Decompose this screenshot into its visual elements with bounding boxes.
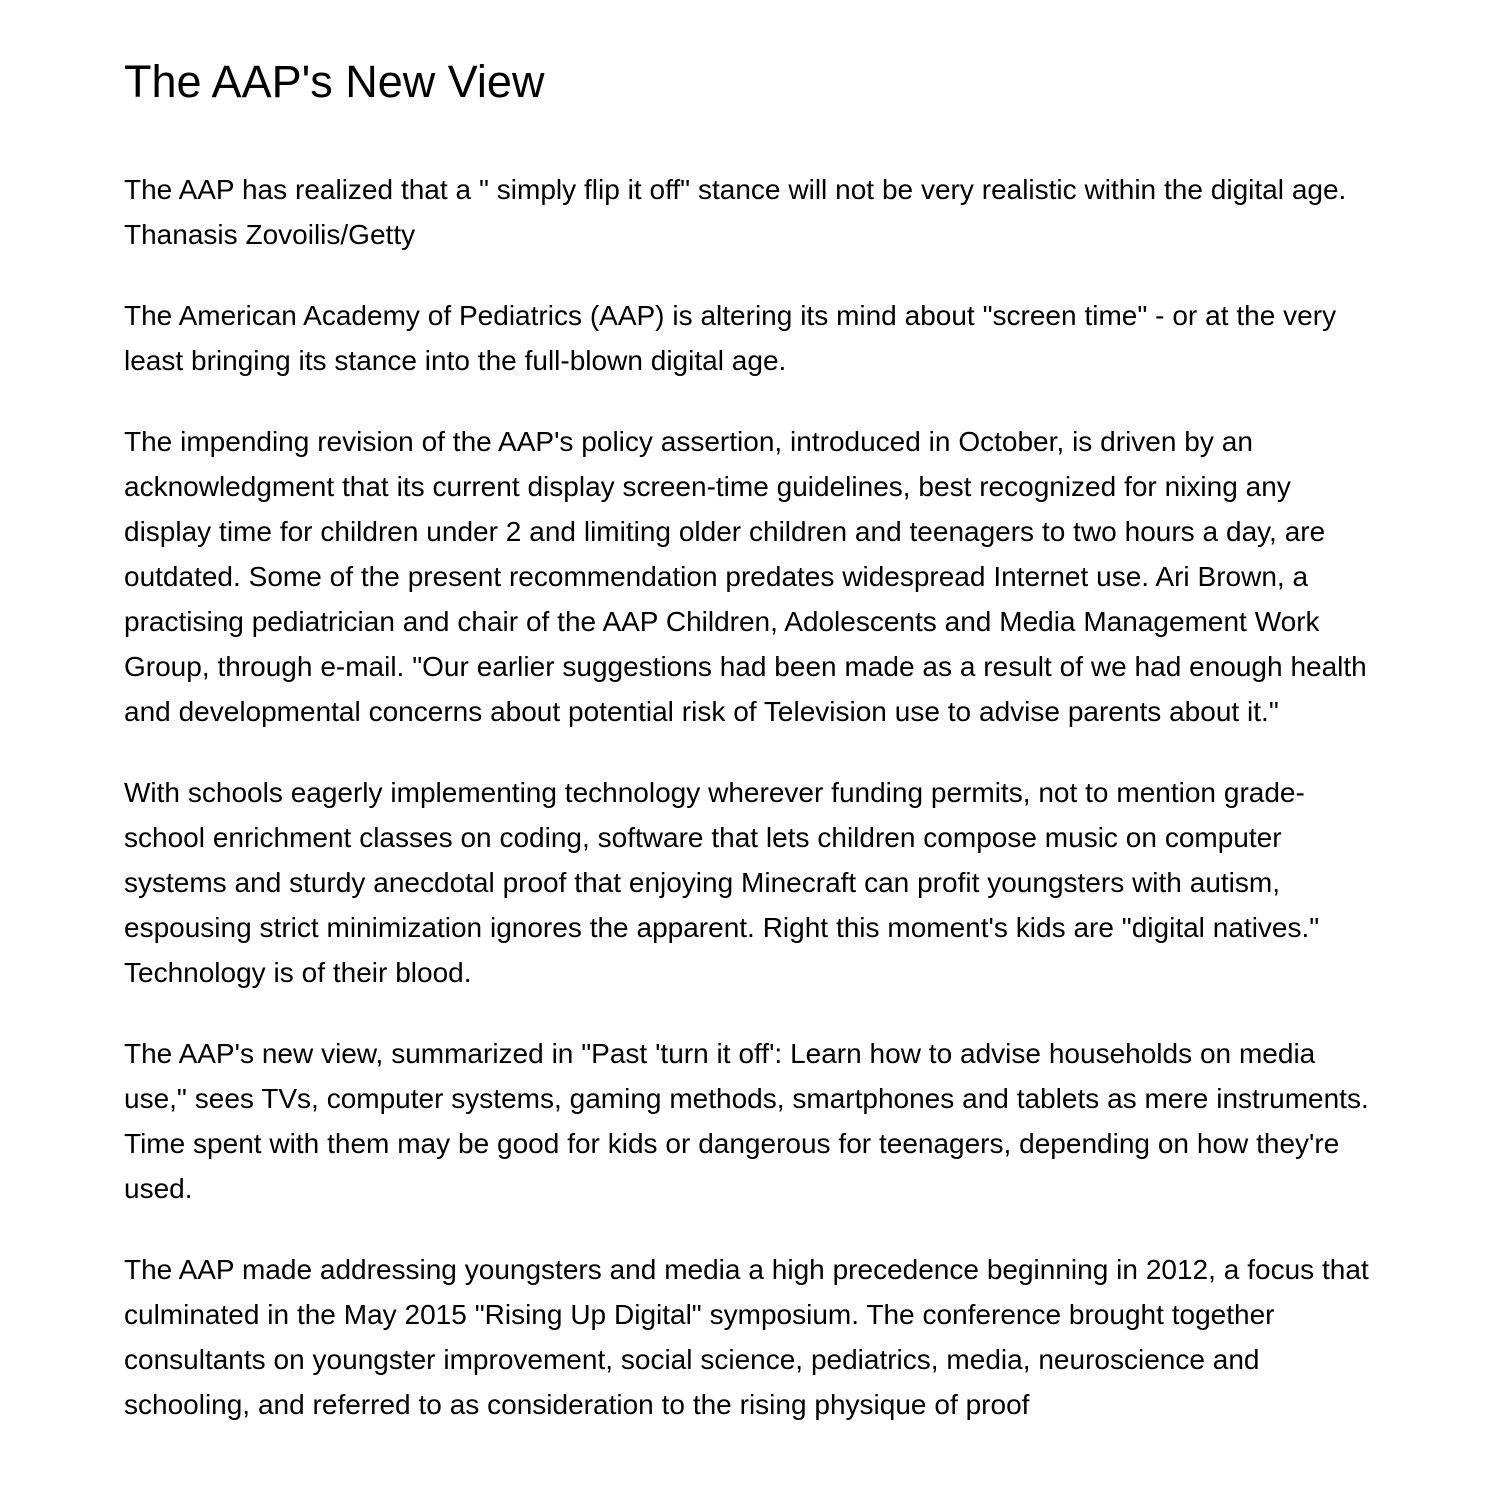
article-paragraph: The AAP has realized that a " simply flip it off" stance will not be very realistic within the digital age. Thanasis Zovoilis/Getty bbox=[124, 173, 1347, 250]
article-body bbox=[124, 167, 1376, 1427]
article-paragraph: The AAP made addressing youngsters and media a high precedence beginning in 2012, a focus that culminated in the May 2015 "Rising Up Digital" symposium. The conference brought together consultants on youngster improvement, social science, pediatrics, media, neuroscience and schooling, and referred to as consideration to the rising physique of proof bbox=[124, 1253, 1369, 1420]
page-title: The AAP's New View bbox=[124, 56, 545, 107]
article-paragraph: With schools eagerly implementing technology wherever funding permits, not to mention grade-school enrichment classes on coding, software that lets children compose music on computer systems and sturdy anecdotal proof that enjoying Minecraft can profit youngsters with autism, espousing strict minimization ignores the apparent. Right this moment's kids are "digital natives." Technology is of their blood. bbox=[124, 776, 1320, 988]
article-paragraph: The American Academy of Pediatrics (AAP) is altering its mind about "screen time" - or at the very least bringing its stance into the full-blown digital age. bbox=[124, 299, 1337, 376]
article-paragraph: The AAP's new view, summarized in "Past 'turn it off': Learn how to advise households on media use," sees TVs, computer systems, gaming methods, smartphones and tablets as mere instruments. Time spent with them may be good for kids or dangerous for teenagers, depending on how they're used. bbox=[124, 1037, 1369, 1204]
article-paragraph: The impending revision of the AAP's policy assertion, introduced in October, is driven by an acknowledgment that its current display screen-time guidelines, best recognized for nixing any display time for children under 2 and limiting older children and teenagers to two hours a day, are outdated. Some of the present recommendation predates widespread Internet use. Ari Brown, a practising pediatrician and chair of the AAP Children, Adolescents and Media Management Work Group, through e-mail. "Our earlier suggestions had been made as a result of we had enough health and developmental concerns about potential risk of Television use to advise parents about it." bbox=[124, 425, 1367, 727]
